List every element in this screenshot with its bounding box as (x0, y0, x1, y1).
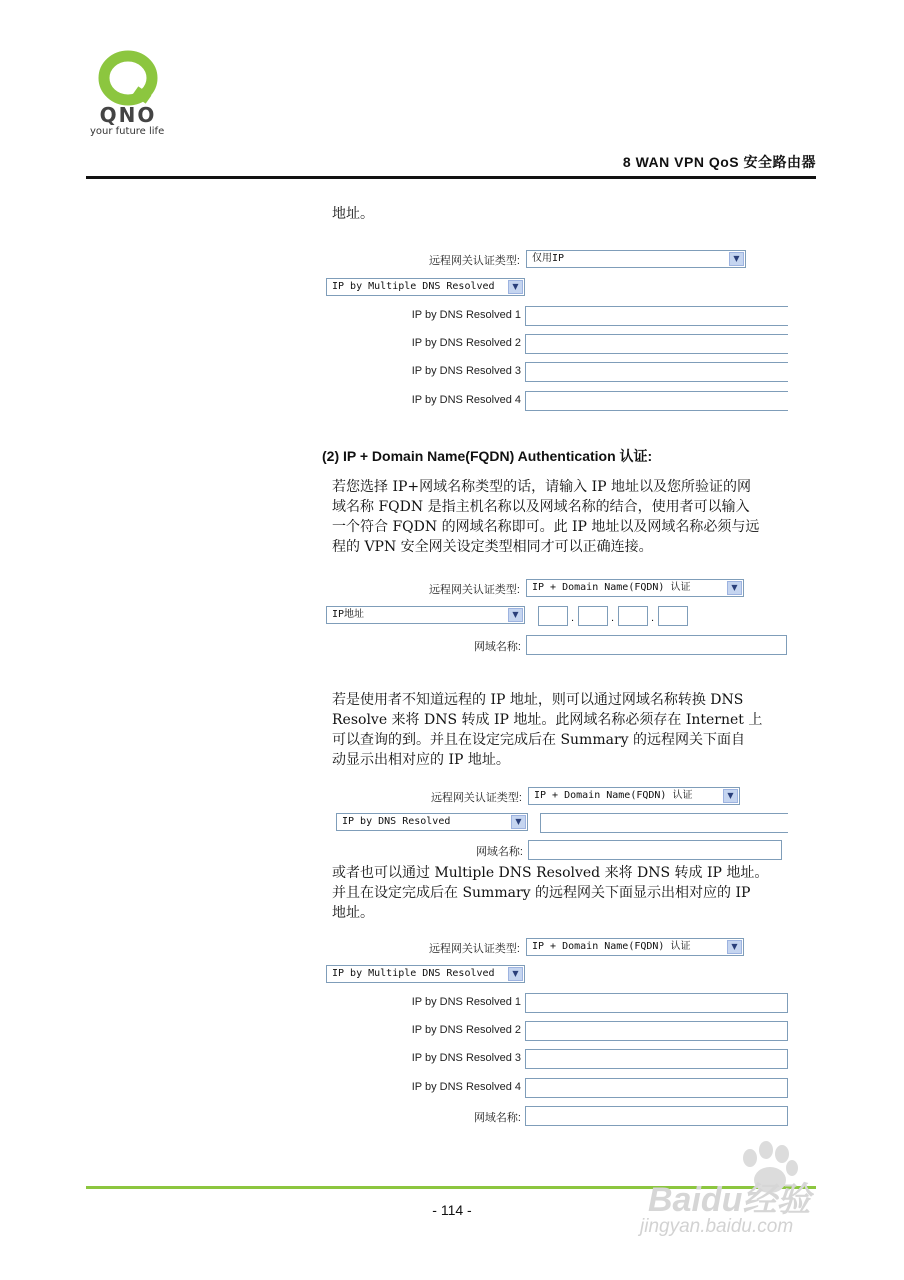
dns-resolved-1-input[interactable] (525, 993, 788, 1013)
paragraph-line: 若您选择 IP+网域名称类型的话，请输入 IP 地址以及您所验证的网 (332, 479, 751, 495)
ip-octet-3-input[interactable] (618, 606, 648, 626)
logo-tagline: your future life (90, 126, 165, 137)
resolve-mode-value: IP by Multiple DNS Resolved (332, 968, 495, 979)
chevron-down-icon[interactable]: ▼ (727, 581, 742, 595)
domain-name-input[interactable] (525, 1106, 788, 1126)
auth-type-value: 仅用IP (532, 253, 565, 264)
ip-octet-1-input[interactable] (538, 606, 568, 626)
paragraph-line: 或者也可以通过 Multiple DNS Resolved 来将 DNS 转成 IP 地址。 (332, 865, 769, 881)
watermark-url: jingyan.baidu.com (640, 1216, 794, 1237)
auth-type-value: IP + Domain Name(FQDN) 认证 (534, 790, 693, 801)
paragraph-line: 并且在设定完成后在 Summary 的远程网关下面显示出相对应的 IP (332, 885, 751, 901)
ip-octet-2-input[interactable] (578, 606, 608, 626)
section2-paragraph (332, 477, 784, 557)
paragraph-line: 可以查询的到。并且在设定完成后在 Summary 的远程网关下面自 (332, 732, 746, 748)
resolve-mode-select[interactable] (326, 965, 525, 983)
intro-text: 地址。 (332, 206, 374, 222)
paragraph-line: 域名称 FQDN 是指主机名称以及网域名称的结合，使用者可以输入 (332, 499, 750, 515)
domain-name-label: 网域名称: (473, 1112, 521, 1124)
dns-resolved-input[interactable] (540, 813, 788, 833)
auth-type-select[interactable] (526, 250, 746, 268)
resolve-mode-value: IP by DNS Resolved (342, 816, 451, 827)
svg-text:QNO: QNO (99, 103, 157, 127)
dns-resolved-2-input[interactable] (525, 1021, 788, 1041)
resolve-mode-value: IP by Multiple DNS Resolved (332, 281, 495, 292)
paragraph-line: 地址。 (332, 905, 374, 921)
address-mode-select[interactable] (326, 606, 525, 624)
domain-name-input[interactable] (528, 840, 782, 860)
paragraph-line: 若是使用者不知道远程的 IP 地址，则可以通过网域名称转换 DNS (332, 692, 744, 708)
header-divider (86, 176, 816, 179)
domain-name-label: 网域名称: (473, 641, 521, 653)
chevron-down-icon[interactable]: ▼ (511, 815, 526, 829)
auth-type-label: 远程网关认证类型: (428, 584, 520, 596)
dns-resolved-label: IP by DNS Resolved 2 (411, 1024, 521, 1036)
dns-resolved-label: IP by DNS Resolved 1 (411, 309, 521, 321)
ip-octet-4-input[interactable] (658, 606, 688, 626)
domain-name-label: 网域名称: (475, 846, 523, 858)
ip-separator: . (611, 612, 615, 624)
ip-separator: . (651, 612, 655, 624)
multiple-dns-paragraph (332, 863, 784, 923)
dns-resolved-label: IP by DNS Resolved 3 (411, 365, 521, 377)
dns-resolved-label: IP by DNS Resolved 4 (411, 1081, 521, 1093)
paragraph-line: 一个符合 FQDN 的网域名称即可。此 IP 地址以及网域名称必须与远 (332, 519, 760, 535)
resolve-mode-select[interactable] (336, 813, 528, 831)
dns-resolved-label: IP by DNS Resolved 2 (411, 337, 521, 349)
auth-type-select[interactable] (528, 787, 740, 805)
paragraph-line: Resolve 来将 DNS 转成 IP 地址。此网域名称必须存在 Internet 上 (332, 712, 763, 728)
section-heading: (2) IP + Domain Name(FQDN) Authentication 认证: (322, 448, 653, 464)
auth-type-label: 远程网关认证类型: (428, 255, 520, 267)
chevron-down-icon[interactable]: ▼ (723, 789, 738, 803)
paragraph-line: 程的 VPN 安全网关设定类型相同才可以正确连接。 (332, 539, 653, 555)
auth-type-label: 远程网关认证类型: (430, 792, 522, 804)
auth-type-value: IP + Domain Name(FQDN) 认证 (532, 582, 691, 593)
dns-resolved-3-input[interactable] (525, 362, 788, 382)
chevron-down-icon[interactable]: ▼ (508, 608, 523, 622)
chevron-down-icon[interactable]: ▼ (508, 967, 523, 981)
dns-resolved-label: IP by DNS Resolved 3 (411, 1052, 521, 1064)
chevron-down-icon[interactable]: ▼ (727, 940, 742, 954)
watermark-brand: Baidu经验 (648, 1181, 811, 1219)
dns-resolved-label: IP by DNS Resolved 4 (411, 394, 521, 406)
auth-type-label: 远程网关认证类型: (428, 943, 520, 955)
chevron-down-icon[interactable]: ▼ (508, 280, 523, 294)
auth-type-select[interactable] (526, 579, 744, 597)
auth-type-value: IP + Domain Name(FQDN) 认证 (532, 941, 691, 952)
resolve-mode-select[interactable] (326, 278, 525, 296)
paragraph-line: 动显示出相对应的 IP 地址。 (332, 752, 510, 768)
page-number: - 114 - (432, 1202, 472, 1218)
dns-resolved-2-input[interactable] (525, 334, 788, 354)
dns-resolved-1-input[interactable] (525, 306, 788, 326)
dns-resolve-paragraph (332, 690, 784, 770)
dns-resolved-3-input[interactable] (525, 1049, 788, 1069)
domain-name-input[interactable] (526, 635, 787, 655)
dns-resolved-4-input[interactable] (525, 391, 788, 411)
chevron-down-icon[interactable]: ▼ (729, 252, 744, 266)
ip-separator: . (571, 612, 575, 624)
auth-type-select[interactable] (526, 938, 744, 956)
address-mode-value: IP地址 (332, 609, 365, 620)
dns-resolved-label: IP by DNS Resolved 1 (411, 996, 521, 1008)
dns-resolved-4-input[interactable] (525, 1078, 788, 1098)
document-title: 8 WAN VPN QoS 安全路由器 (622, 154, 816, 170)
